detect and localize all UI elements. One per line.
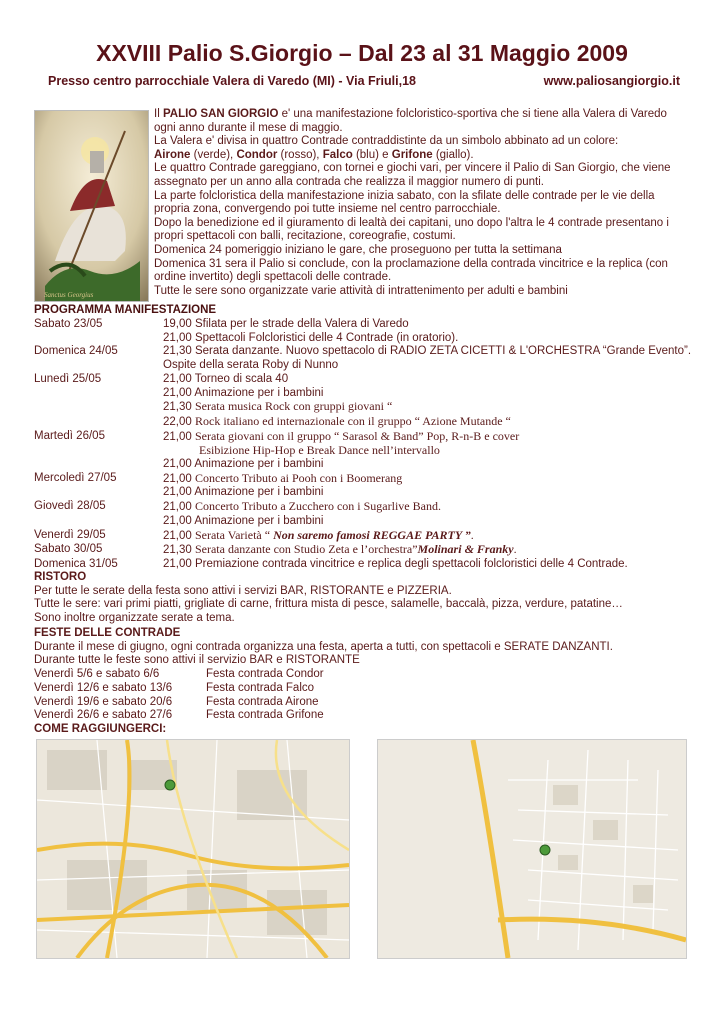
intro-line: Domenica 24 pomeriggio iniziano le gare, che proseguono per tutta la settimana (154, 243, 562, 256)
program-row: Martedì 26/05 21,00 Serata giovani con il gruppo “ Sarasol & Band” Pop, R-n-B e cover (34, 428, 520, 443)
feste-section (34, 627, 694, 737)
program-row: Lunedì 25/05 21,00 Torneo di scala 40 (34, 372, 289, 385)
page-title: XXVIII Palio S.Giorgio – Dal 23 al 31 Maggio 2009 (96, 40, 628, 66)
program-row: 21,00 Spettacoli Folcloristici delle 4 Contrade (in oratorio). (163, 331, 459, 344)
intro-line: Il PALIO SAN GIORGIO e' una manifestazione folcloristico-sportiva che si tiene alla Valera di Varedo ogni anno durante il mese di maggio. (154, 108, 667, 134)
program-row: Esibizione Hip-Hop e Break Dance nell’intervallo (199, 443, 440, 458)
program-heading: PROGRAMMA MANIFESTAZIONE (34, 304, 217, 316)
program-row: 21,00 Animazione per i bambini (163, 458, 324, 471)
feste-row: Venerdì 19/6 e sabato 20/6 Festa contrada Airone (34, 695, 319, 708)
venue-address: Presso centro parrocchiale Valera di Varedo (MI) - Via Friuli,18 (48, 74, 416, 88)
website-link[interactable]: www.paliosangiorgio.it (543, 74, 680, 88)
subtitle (48, 74, 680, 88)
program-row: 21,00 Animazione per i bambini (163, 514, 324, 527)
intro-line: Le quattro Contrade gareggiano, con tornei e giochi vari, per vincere il Palio di San Giorgio, che viene assegnato per un anno alla contrada che realizza il maggior numero di punti. (154, 162, 671, 188)
directions-heading: COME RAGGIUNGERCI: (34, 722, 167, 735)
ristoro-section (34, 571, 694, 626)
feste-row: Venerdì 12/6 e sabato 13/6 Festa contrada Falco (34, 681, 315, 694)
program-row: 21,00 Animazione per i bambini (163, 386, 324, 399)
program-row: Giovedì 28/05 21,00 Concerto Tributo a Zucchero con i Sugarlive Band. (34, 499, 441, 514)
program-row: Sabato 23/05 19,00 Sfilata per le strade della Valera di Varedo (34, 318, 409, 330)
ristoro-line: Sono inoltre organizzate serate a tema. (34, 612, 235, 625)
program-row: Mercoledì 27/05 21,00 Concerto Tributo ai Pooh con i Boomerang (34, 470, 403, 485)
feste-row: Venerdì 5/6 e sabato 6/6 Festa contrada Condor (34, 668, 324, 681)
area-map[interactable] (36, 739, 350, 959)
program-row: 21,30 Serata musica Rock con gruppi giovani “ (163, 399, 393, 414)
program-row: Sabato 30/05 21,30 Serata danzante con Studio Zeta e l’orchestra”Molinari & Franky. (34, 542, 517, 557)
feste-line: Durante il mese di giugno, ogni contrada organizza una festa, aperta a tutti, con spettacoli e SERATE DANZANTI. (34, 640, 613, 653)
ristoro-line: Per tutte le serate della festa sono attivi i servizi BAR, RISTORANTE e PIZZERIA. (34, 584, 452, 597)
program-list (34, 318, 694, 572)
program-row: Domenica 24/05 21,30 Serata danzante. Nuovo spettacolo di RADIO ZETA CICETTI & L'ORCHESTRA “Grande Evento”. Ospite della serata Roby di Nunno (34, 345, 692, 372)
intro-line: Dopo la benedizione ed il giuramento di lealtà dei capitani, uno dopo l'altra le 4 contrade presentano i propri spettacoli con balli, recitazione, coreografie, costumi. (154, 216, 669, 243)
contrade-line: Airone (verde), Condor (rosso), Falco (blu) e Grifone (giallo). (154, 148, 474, 161)
feste-line: Durante tutte le feste sono attivi il servizio BAR e RISTORANTE (34, 654, 360, 667)
feste-row: Venerdì 26/6 e sabato 27/6 Festa contrada Grifone (34, 709, 324, 722)
program-row: Venerdì 29/05 21,00 Serata Varietà “ Non saremo famosi REGGAE PARTY ”. (34, 527, 474, 542)
program-row: Domenica 31/05 21,00 Premiazione contrada vincitrice e replica degli spettacoli folcloristici delle 4 Contrade. (34, 557, 628, 570)
intro-line: Domenica 31 sera il Palio si conclude, con la proclamazione della contrada vincitrice e la replica (con ordine invertito) degli spettacoli delle contrade. (154, 257, 668, 284)
detail-map[interactable] (377, 739, 687, 959)
program-row: 22,00 Rock italiano ed internazionale con il gruppo “ Azione Mutande “ (163, 413, 511, 428)
ristoro-heading: RISTORO (34, 571, 87, 583)
program-row: 21,00 Animazione per i bambini (163, 486, 324, 499)
intro-line: La Valera e' divisa in quattro Contrade contraddistinte da un simbolo abbinato ad un colore: (154, 135, 619, 148)
intro-text (154, 108, 684, 298)
saint-george-image (34, 110, 149, 302)
feste-heading: FESTE DELLE CONTRADE (34, 627, 181, 639)
intro-line: Tutte le sere sono organizzate varie attività di intrattenimento per adulti e bambini (154, 284, 568, 297)
image-caption: Sanctus Georgius (44, 291, 94, 299)
ristoro-line: Tutte le sere: vari primi piatti, grigliate di carne, frittura mista di pesce, salamelle, baccalà, pizza, verdure, patatine… (34, 598, 623, 611)
intro-line: La parte folcloristica della manifestazione inizia sabato, con la sfilate delle contrade per le vie della propria zona, convergendo poi tutte insieme nel centro parrocchiale. (154, 189, 655, 216)
